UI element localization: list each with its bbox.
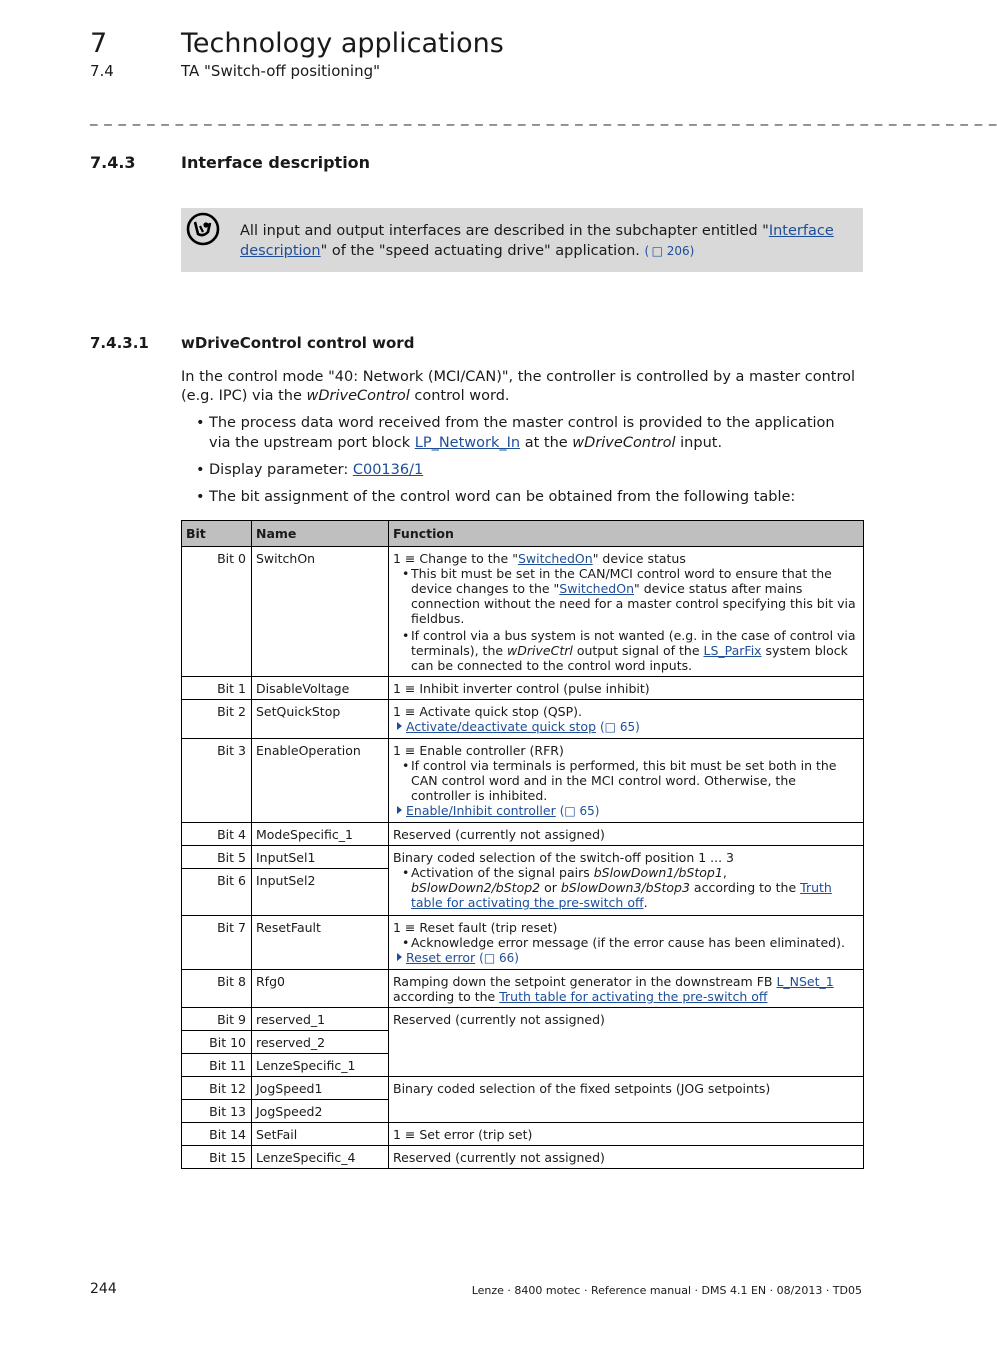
name-cell: SetFail [252,1123,389,1146]
bit-cell: Bit 7 [182,916,252,970]
function-cell: Binary coded selection of the fixed setpoints (JOG setpoints) [389,1077,864,1123]
ls-parfix-link[interactable]: LS_ParFix [703,643,762,658]
page-number: 244 [90,1281,117,1297]
note-text-b: " of the "speed actuating drive" application. [320,242,640,259]
name-cell: SwitchOn [252,547,389,677]
bit-cell: Bit 13 [182,1100,252,1123]
bit-cell: Bit 14 [182,1123,252,1146]
table-row [182,1123,864,1146]
function-cell: Reserved (currently not assigned) [389,1146,864,1169]
table-row [182,1146,864,1169]
name-cell: SetQuickStop [252,700,389,739]
bit-cell: Bit 4 [182,823,252,846]
table-row [182,846,864,869]
function-bullet [393,865,859,910]
switchedon-link[interactable]: SwitchedOn [517,551,593,566]
function-italic: bSlowDown3/bStop3 [560,880,690,895]
subheading-number: 7.4.3.1 [90,334,149,352]
function-text: . [643,895,648,910]
table-row [182,547,864,677]
function-text: system block can be connected to the control word inputs. [411,643,848,673]
bit-assignment-table [181,520,864,1169]
bullet-text: input. [675,434,723,451]
function-text: If control via a bus system is not wanted (e.g. in the case of control via terminals), the [411,628,856,658]
function-text: 1 ≡ Reset fault (trip reset) [393,920,558,935]
function-text: Ramping down the setpoint generator in the downstream FB [393,974,777,989]
function-text: " device status after mains connection without the need for a master control specifying this bit via fieldbus. [411,581,856,626]
bit-cell: Bit 3 [182,739,252,823]
function-text: Activation of the signal pairs [411,865,594,880]
function-bullet: • If control via terminals is performed, this bit must be set both in the CAN control word and in the MCI control word. Otherwise, the controller is inhibited. [393,758,859,803]
name-cell: LenzeSpecific_4 [252,1146,389,1169]
bit-cell: Bit 8 [182,970,252,1008]
intro-italic: wDriveControl [306,388,410,404]
function-cell [389,739,864,823]
lp-network-in-link[interactable]: LP_Network_In [414,434,521,451]
name-cell: InputSel1 [252,846,389,869]
quick-stop-link[interactable]: Activate/deactivate quick stop [406,719,597,734]
function-text: 1 ≡ Activate quick stop (QSP). [393,704,582,719]
cross-ref [393,719,859,735]
bullet-item: • The bit assignment of the control word can be obtained from the following table: [196,488,856,508]
chapter-number: 7 [90,28,108,59]
bit-cell: Bit 12 [182,1077,252,1100]
heading-title: Interface description [181,153,371,172]
function-cell: 1 ≡ Set error (trip set) [389,1123,864,1146]
c00136-link[interactable]: C00136/1 [352,462,424,478]
bullet-text: Display parameter: [209,462,353,478]
table-header-row [182,521,864,547]
function-cell [389,846,864,916]
function-italic: bSlowDown1/bStop1 [593,865,723,880]
function-cell [389,916,864,970]
bit-cell: Bit 9 [182,1008,252,1031]
table-row [182,677,864,700]
function-bullet [393,628,859,673]
table-row [182,1008,864,1031]
column-header: Name [252,521,389,547]
document-info: Lenze · 8400 motec · Reference manual · DMS 4.1 EN · 08/2013 · TD05 [471,1284,862,1297]
function-bullet: • Acknowledge error message (if the error cause has been eliminated). [393,935,859,950]
name-cell: Rfg0 [252,970,389,1008]
bullet-italic: wDriveControl [572,434,676,451]
function-text: according to the [689,880,801,895]
heading-number: 7.4.3 [90,153,136,172]
enable-controller-link[interactable]: Enable/Inhibit controller [406,803,556,818]
cross-ref [393,950,859,966]
function-cell: Reserved (currently not assigned) [389,1008,864,1077]
intro-text: In the control mode "40: Network (MCI/CAN)", the controller is controlled by a master control (e.g. IPC) via the [181,369,856,404]
truth-table-link[interactable]: Truth table for activating the pre-switch off [499,989,768,1004]
subheading-title: wDriveControl control word [181,334,415,352]
function-text: " device status [592,551,686,566]
l-nset-1-link[interactable]: L_NSet_1 [776,974,834,989]
function-text: output signal of the [572,643,704,658]
function-cell [389,547,864,677]
cross-ref [393,803,859,819]
function-bullet [393,566,859,626]
page-ref-link[interactable]: (□ 66) [479,951,519,965]
table-row [182,1077,864,1100]
page-ref-link[interactable]: ( □ 206) [644,243,695,258]
name-cell: reserved_1 [252,1008,389,1031]
function-italic: wDriveCtrl [507,643,573,658]
name-cell: EnableOperation [252,739,389,823]
table-row [182,823,864,846]
intro-paragraph [181,368,865,406]
name-cell: DisableVoltage [252,677,389,700]
column-header: Function [389,521,864,547]
bullet-text: The process data word received from the master control is provided to the application via the upstream port block [209,415,835,451]
page-ref-link[interactable]: (□ 65) [600,720,640,734]
section-title: TA "Switch-off positioning" [181,62,380,80]
reader-hint-icon [186,212,220,246]
function-text: 1 ≡ Enable controller (RFR) [393,743,564,758]
interface-description-link[interactable]: Interface description [240,223,834,259]
function-text: Binary coded selection of the switch-off position 1 ... 3 [393,850,734,865]
chapter-title: Technology applications [181,28,504,59]
reset-error-link[interactable]: Reset error [406,950,476,965]
function-text: This bit must be set in the CAN/MCI control word to ensure that the device changes to the " [411,566,832,596]
function-cell: 1 ≡ Inhibit inverter control (pulse inhibit) [389,677,864,700]
name-cell: JogSpeed1 [252,1077,389,1100]
table-row [182,916,864,970]
header-separator: _ _ _ _ _ _ _ _ _ _ _ _ _ _ _ _ _ _ _ _ _ _ _ _ _ _ _ _ _ _ _ _ _ _ _ _ _ _ _ _ _ _ _ _ _ _ _ _ _ _ _ _ _ _ _ _ _ _ _ _ _ _ _ _ [90,108,997,126]
function-cell [389,700,864,739]
column-header: Bit [182,521,252,547]
truth-table-link[interactable]: Truth table for activating the pre-switch off [411,880,832,910]
function-cell: Reserved (currently not assigned) [389,823,864,846]
note-text [240,222,840,261]
table-row [182,739,864,823]
bit-cell: Bit 1 [182,677,252,700]
bit-cell: Bit 15 [182,1146,252,1169]
intro-text-end: control word. [409,388,510,404]
note-box [181,208,863,272]
bit-cell: Bit 11 [182,1054,252,1077]
name-cell: JogSpeed2 [252,1100,389,1123]
function-text: or [540,880,561,895]
name-cell: LenzeSpecific_1 [252,1054,389,1077]
bullet-text: at the [520,434,573,451]
bit-cell: Bit 5 [182,846,252,869]
bit-cell: Bit 0 [182,547,252,677]
function-text: according to the [393,989,500,1004]
bullet-text: The bit assignment of the control word can be obtained from the following table: [209,489,796,505]
bit-cell: Bit 2 [182,700,252,739]
function-cell [389,970,864,1008]
page-ref-link[interactable]: (□ 65) [559,804,600,818]
bullet-item: • The process data word received from the master control is provided to the application via the upstream port block LP_Network_In at the wDriveControl input. [196,415,835,451]
name-cell: InputSel2 [252,869,389,916]
section-number: 7.4 [90,62,114,80]
function-text: 1 ≡ Change to the " [393,551,518,566]
function-text: , [722,865,727,880]
bit-cell: Bit 10 [182,1031,252,1054]
note-text-a: All input and output interfaces are described in the subchapter entitled " [240,223,769,239]
table-row [182,970,864,1008]
bullet-item: • Display parameter: C00136/1 [196,462,424,478]
function-italic: bSlowDown2/bStop2 [411,880,541,895]
table-row [182,700,864,739]
name-cell: ModeSpecific_1 [252,823,389,846]
name-cell: reserved_2 [252,1031,389,1054]
bit-cell: Bit 6 [182,869,252,916]
name-cell: ResetFault [252,916,389,970]
switchedon-link[interactable]: SwitchedOn [559,581,634,596]
